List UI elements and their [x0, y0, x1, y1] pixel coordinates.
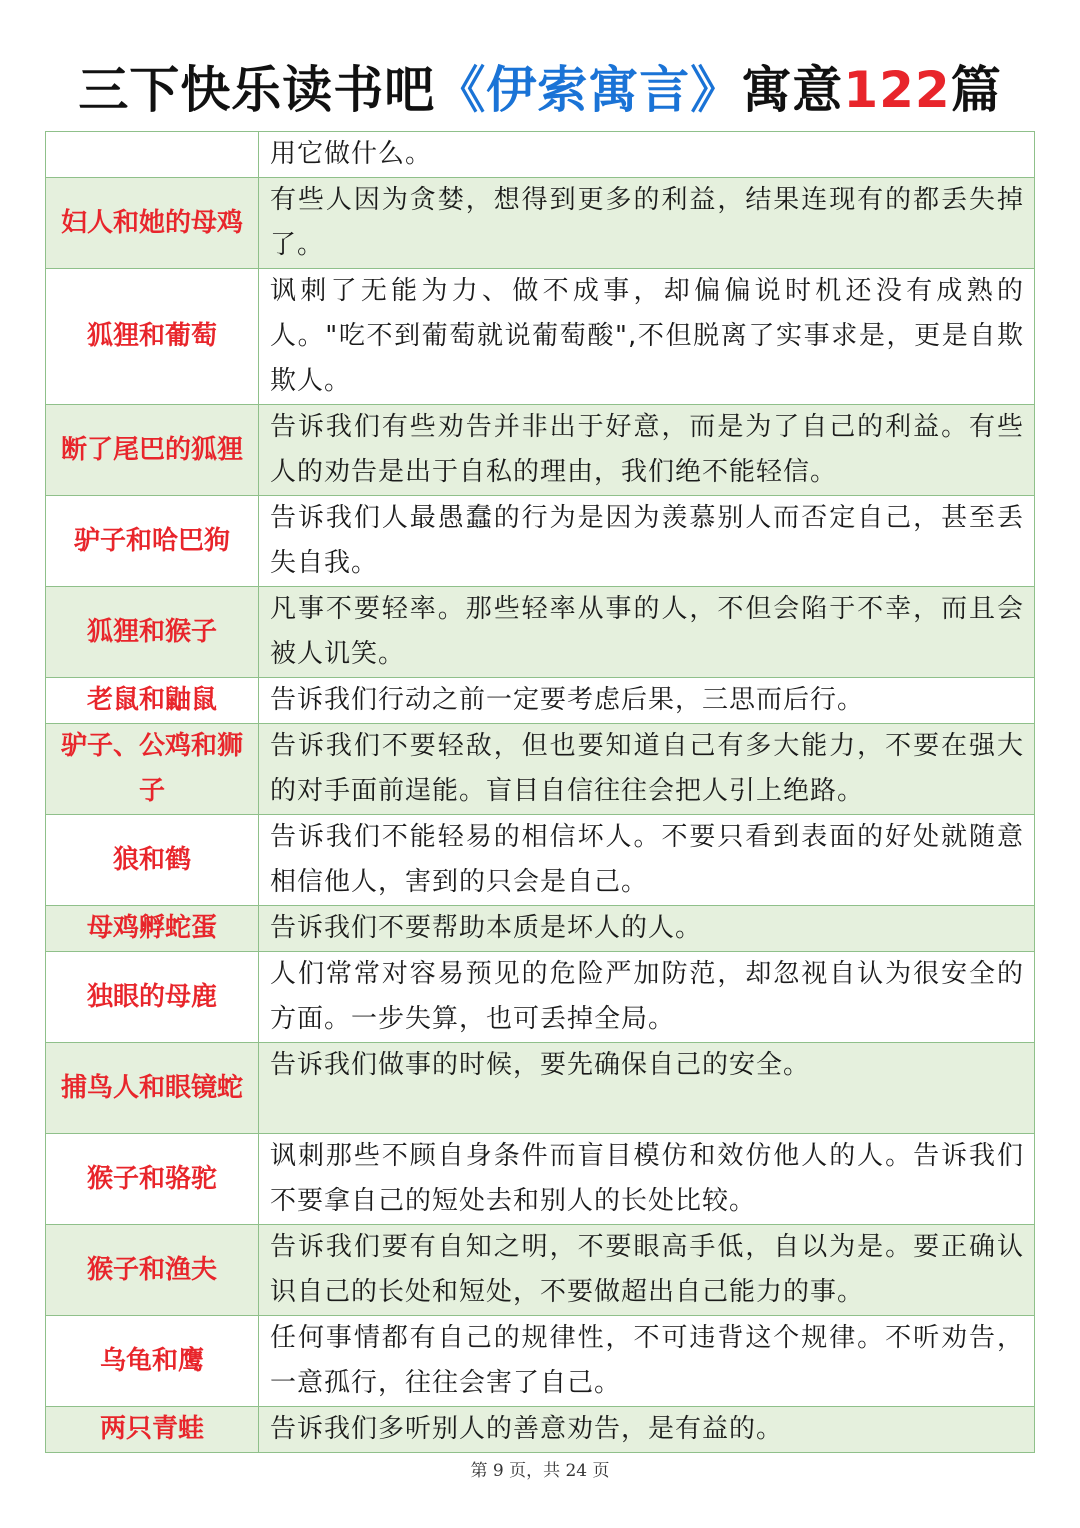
fable-name: 断了尾巴的狐狸 — [46, 405, 259, 496]
table-row — [46, 815, 1035, 906]
table-row — [46, 496, 1035, 587]
fable-name — [46, 132, 259, 178]
fable-name: 狐狸和葡萄 — [46, 269, 259, 405]
table-row — [46, 587, 1035, 678]
title-meaning: 寓意 — [741, 61, 844, 119]
table-row — [46, 1225, 1035, 1316]
page-title — [0, 54, 1080, 126]
title-count: 122 — [843, 61, 951, 119]
fable-table — [45, 131, 1035, 1453]
table-row — [46, 724, 1035, 815]
fable-meaning: 告诉我们有些劝告并非出于好意，而是为了自己的利益。有些人的劝告是出于自私的理由，我们绝不能轻信。 — [259, 405, 1035, 496]
table-row — [46, 405, 1035, 496]
table-row — [46, 178, 1035, 269]
table-row — [46, 678, 1035, 724]
table-row — [46, 269, 1035, 405]
fable-name: 驴子和哈巴狗 — [46, 496, 259, 587]
fable-meaning: 任何事情都有自己的规律性，不可违背这个规律。不听劝告，一意孤行，往往会害了自己。 — [259, 1316, 1035, 1407]
fable-name: 捕鸟人和眼镜蛇 — [46, 1043, 259, 1134]
fable-meaning: 人们常常对容易预见的危险严加防范，却忽视自认为很安全的方面。一步失算，也可丢掉全局。 — [259, 952, 1035, 1043]
fable-meaning: 告诉我们做事的时候，要先确保自己的安全。 — [259, 1043, 1035, 1134]
fable-name: 狐狸和猴子 — [46, 587, 259, 678]
fable-meaning: 告诉我们不能轻易的相信坏人。不要只看到表面的好处就随意相信他人，害到的只会是自己。 — [259, 815, 1035, 906]
fable-name: 乌龟和鹰 — [46, 1316, 259, 1407]
table-row — [46, 906, 1035, 952]
table-row — [46, 1316, 1035, 1407]
fable-name: 老鼠和鼬鼠 — [46, 678, 259, 724]
title-book-name: 《伊索寓言》 — [435, 61, 742, 119]
fable-name: 妇人和她的母鸡 — [46, 178, 259, 269]
fable-name: 两只青蛙 — [46, 1407, 259, 1453]
table-row — [46, 1043, 1035, 1134]
fable-name: 猴子和骆驼 — [46, 1134, 259, 1225]
page-footer: 第 9 页，共 24 页 — [470, 1461, 610, 1481]
fable-meaning: 告诉我们多听别人的善意劝告，是有益的。 — [259, 1407, 1035, 1453]
fable-meaning: 告诉我们人最愚蠢的行为是因为羡慕别人而否定自己，甚至丢失自我。 — [259, 496, 1035, 587]
fable-meaning: 告诉我们行动之前一定要考虑后果，三思而后行。 — [259, 678, 1035, 724]
fable-name: 母鸡孵蛇蛋 — [46, 906, 259, 952]
table-row — [46, 1134, 1035, 1225]
table-row — [46, 1407, 1035, 1453]
fable-meaning: 告诉我们要有自知之明，不要眼高手低，自以为是。要正确认识自己的长处和短处，不要做超出自己能力的事。 — [259, 1225, 1035, 1316]
fable-name: 独眼的母鹿 — [46, 952, 259, 1043]
fable-meaning: 凡事不要轻率。那些轻率从事的人，不但会陷于不幸，而且会被人讥笑。 — [259, 587, 1035, 678]
table-row — [46, 952, 1035, 1043]
table-row — [46, 132, 1035, 178]
fable-meaning: 告诉我们不要轻敌，但也要知道自己有多大能力，不要在强大的对手面前逞能。盲目自信往往会把人引上绝路。 — [259, 724, 1035, 815]
fable-name: 狼和鹤 — [46, 815, 259, 906]
fable-name: 驴子、公鸡和狮子 — [46, 724, 259, 815]
fable-meaning: 用它做什么。 — [259, 132, 1035, 178]
title-suffix: 篇 — [950, 61, 1002, 119]
fable-meaning: 讽刺了无能为力、做不成事，却偏偏说时机还没有成熟的人。"吃不到葡萄就说葡萄酸",不但脱离了实事求是，更是自欺欺人。 — [259, 269, 1035, 405]
fable-name: 猴子和渔夫 — [46, 1225, 259, 1316]
fable-meaning: 有些人因为贪婪，想得到更多的利益，结果连现有的都丢失掉了。 — [259, 178, 1035, 269]
title-main: 三下快乐读书吧 — [78, 61, 436, 119]
fable-meaning: 讽刺那些不顾自身条件而盲目模仿和效仿他人的人。告诉我们不要拿自己的短处去和别人的长处比较。 — [259, 1134, 1035, 1225]
fable-meaning: 告诉我们不要帮助本质是坏人的人。 — [259, 906, 1035, 952]
